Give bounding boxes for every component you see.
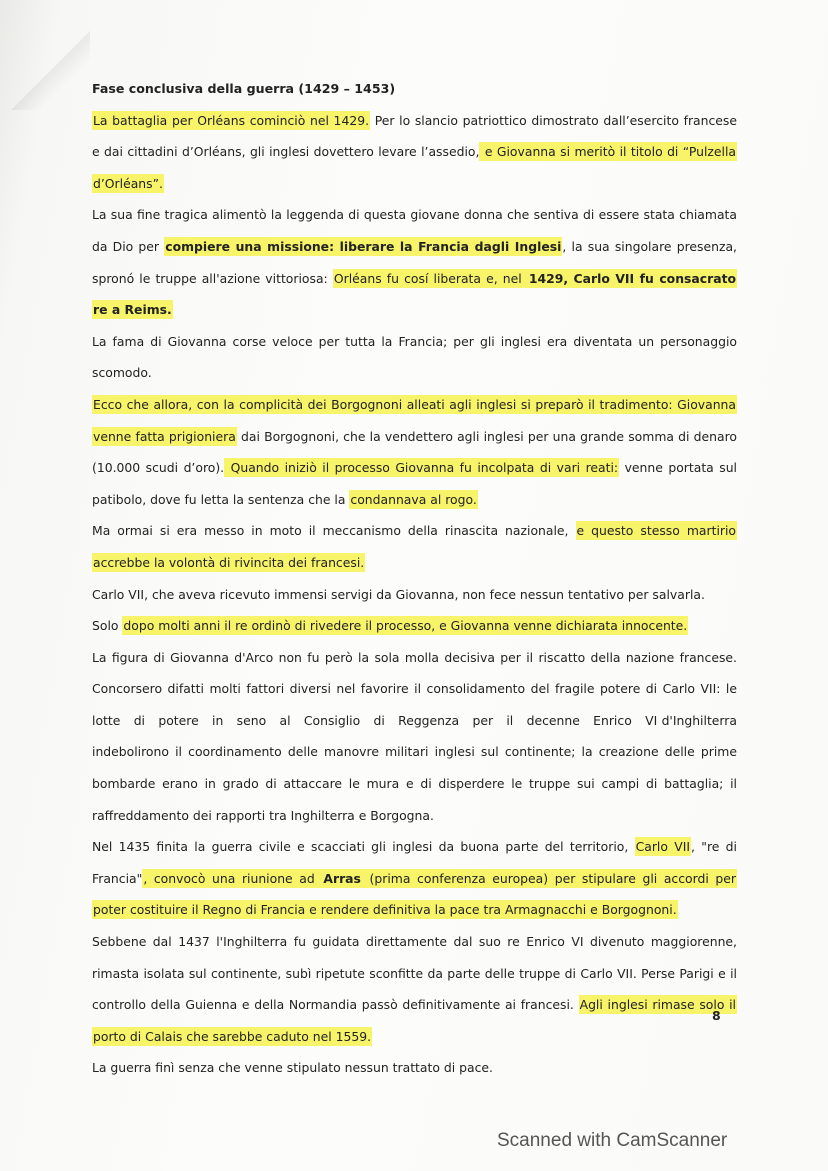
text: , "re di Francia": [92, 839, 737, 886]
text: La sua fine tragica alimentò la leggenda di questa giovane donna che sentiva di essere stata chiamata da Dio per: [92, 207, 737, 254]
highlight: compiere una missione: liberare la Francia dagli Inglesi: [165, 238, 562, 254]
highlight: La battaglia per Orléans cominciò nel 1429.: [93, 112, 370, 128]
page-corner-shadow: [0, 0, 90, 110]
highlight: Quando iniziò il processo Giovanna fu incolpata di vari reati:: [225, 460, 619, 476]
text: Ma ormai si era messo in moto il meccanismo della rinascita nazionale,: [92, 523, 576, 539]
paragraph-7: [92, 610, 737, 642]
text: d'Inghilterra indebolirono il coordinamento delle manovre militari inglesi sul continente; la creazione delle prime bombarde erano in grado di attaccare le mura e di disperdere le truppe sui campi di battaglia; il raffreddamento dei rapporti tra Inghilterra e Borgogna.: [92, 712, 737, 823]
text: Per lo slancio patriottico dimostrato dall’esercito francese e dai cittadini d’Orléans, gli inglesi dovettero levare l’assedio,: [92, 112, 737, 160]
paragraph-9: [92, 831, 737, 926]
highlight: , convocò una riunione ad: [143, 870, 322, 886]
paragraph-4: [92, 389, 737, 515]
paragraph-3: La fama di Giovanna corse veloce per tutta la Francia; per gli inglesi era diventata un personaggio scomodo.: [92, 333, 737, 381]
highlight: dopo molti anni il re ordinò di rivedere il processo, e Giovanna venne dichiarata innocente.: [123, 618, 688, 634]
text: La figura di Giovanna d'Arco non fu però la sola molla decisiva per il riscatto della nazione francese. Concorsero difatti molti fattori diversi nel favorire il consolidamento del fragile potere di Carlo VII:: [92, 649, 737, 697]
text: dai Borgognoni, che la vendettero agli inglesi per una grande somma di denaro (10.000 scudi d’oro).: [92, 428, 737, 476]
highlight: e Giovanna si meritò il titolo di “Pulzella d’Orléans”.: [93, 144, 736, 191]
highlight: 1429, Carlo VII fu consacrato re a Reims.: [93, 270, 737, 318]
paragraph-6: Carlo VII, che aveva ricevuto immensi servigi da Giovanna, non fece nessun tentativo per salvarla.: [92, 586, 705, 602]
paragraph-8: [92, 642, 737, 832]
text: Nel 1435 finita la guerra civile e scacciati gli inglesi da buona parte del territorio,: [92, 839, 635, 855]
paragraph-11: La guerra finì senza che venne stipulato nessun trattato di pace.: [92, 1060, 493, 1076]
text: venne portata sul patibolo, dove fu letta la sentenza che la: [92, 460, 737, 507]
document-body: [92, 73, 737, 1084]
highlight: (prima conferenza europea) per stipulare gli accordi per poter costituire il Regno di Francia e rendere definitiva la pace tra Armagnacchi e Borgognoni.: [93, 870, 737, 918]
text: Sebbene dal 1437 l'Inghilterra fu guidata direttamente dal suo re Enrico VI divenuto maggiorenne, rimasta isolata sul continente, subì ripetute sconfitte da parte delle truppe di Carlo VII. Perse Parigi e il controllo della Guienna e della Normandia passò definitivamente ai francesi.: [92, 934, 737, 1013]
highlight: e questo stesso martirio accrebbe la volontà di rivincita dei francesi.: [93, 523, 736, 570]
highlight: Arras: [323, 870, 361, 886]
highlight: Ecco che allora, con la complicità dei Borgognoni alleati agli inglesi si preparò il tradimento: Giovanna venne fatta prigioniera: [93, 396, 736, 444]
page-number: 8: [712, 1008, 721, 1023]
highlight: Orléans fu cosí liberata e, nel: [333, 270, 527, 286]
paragraph-5: [92, 515, 737, 578]
text: Solo: [92, 618, 123, 634]
section-title: Fase conclusiva della guerra (1429 – 1453): [92, 81, 396, 96]
highlight: Agli inglesi rimase solo il porto di Calais che sarebbe caduto nel 1559.: [93, 997, 737, 1044]
paragraph-2: [92, 199, 737, 325]
paragraph-1: [92, 105, 737, 200]
highlight: Carlo VII: [635, 839, 691, 855]
text: le lotte di potere in seno al Consiglio di Reggenza per il decenne Enrico VI: [92, 681, 737, 728]
text: , la sua singolare presenza, spronó le truppe all'azione vittoriosa:: [92, 238, 737, 286]
scanner-watermark: Scanned with CamScanner: [497, 1130, 728, 1151]
paragraph-10: [92, 926, 737, 1052]
highlight: condannava al rogo.: [350, 491, 477, 507]
